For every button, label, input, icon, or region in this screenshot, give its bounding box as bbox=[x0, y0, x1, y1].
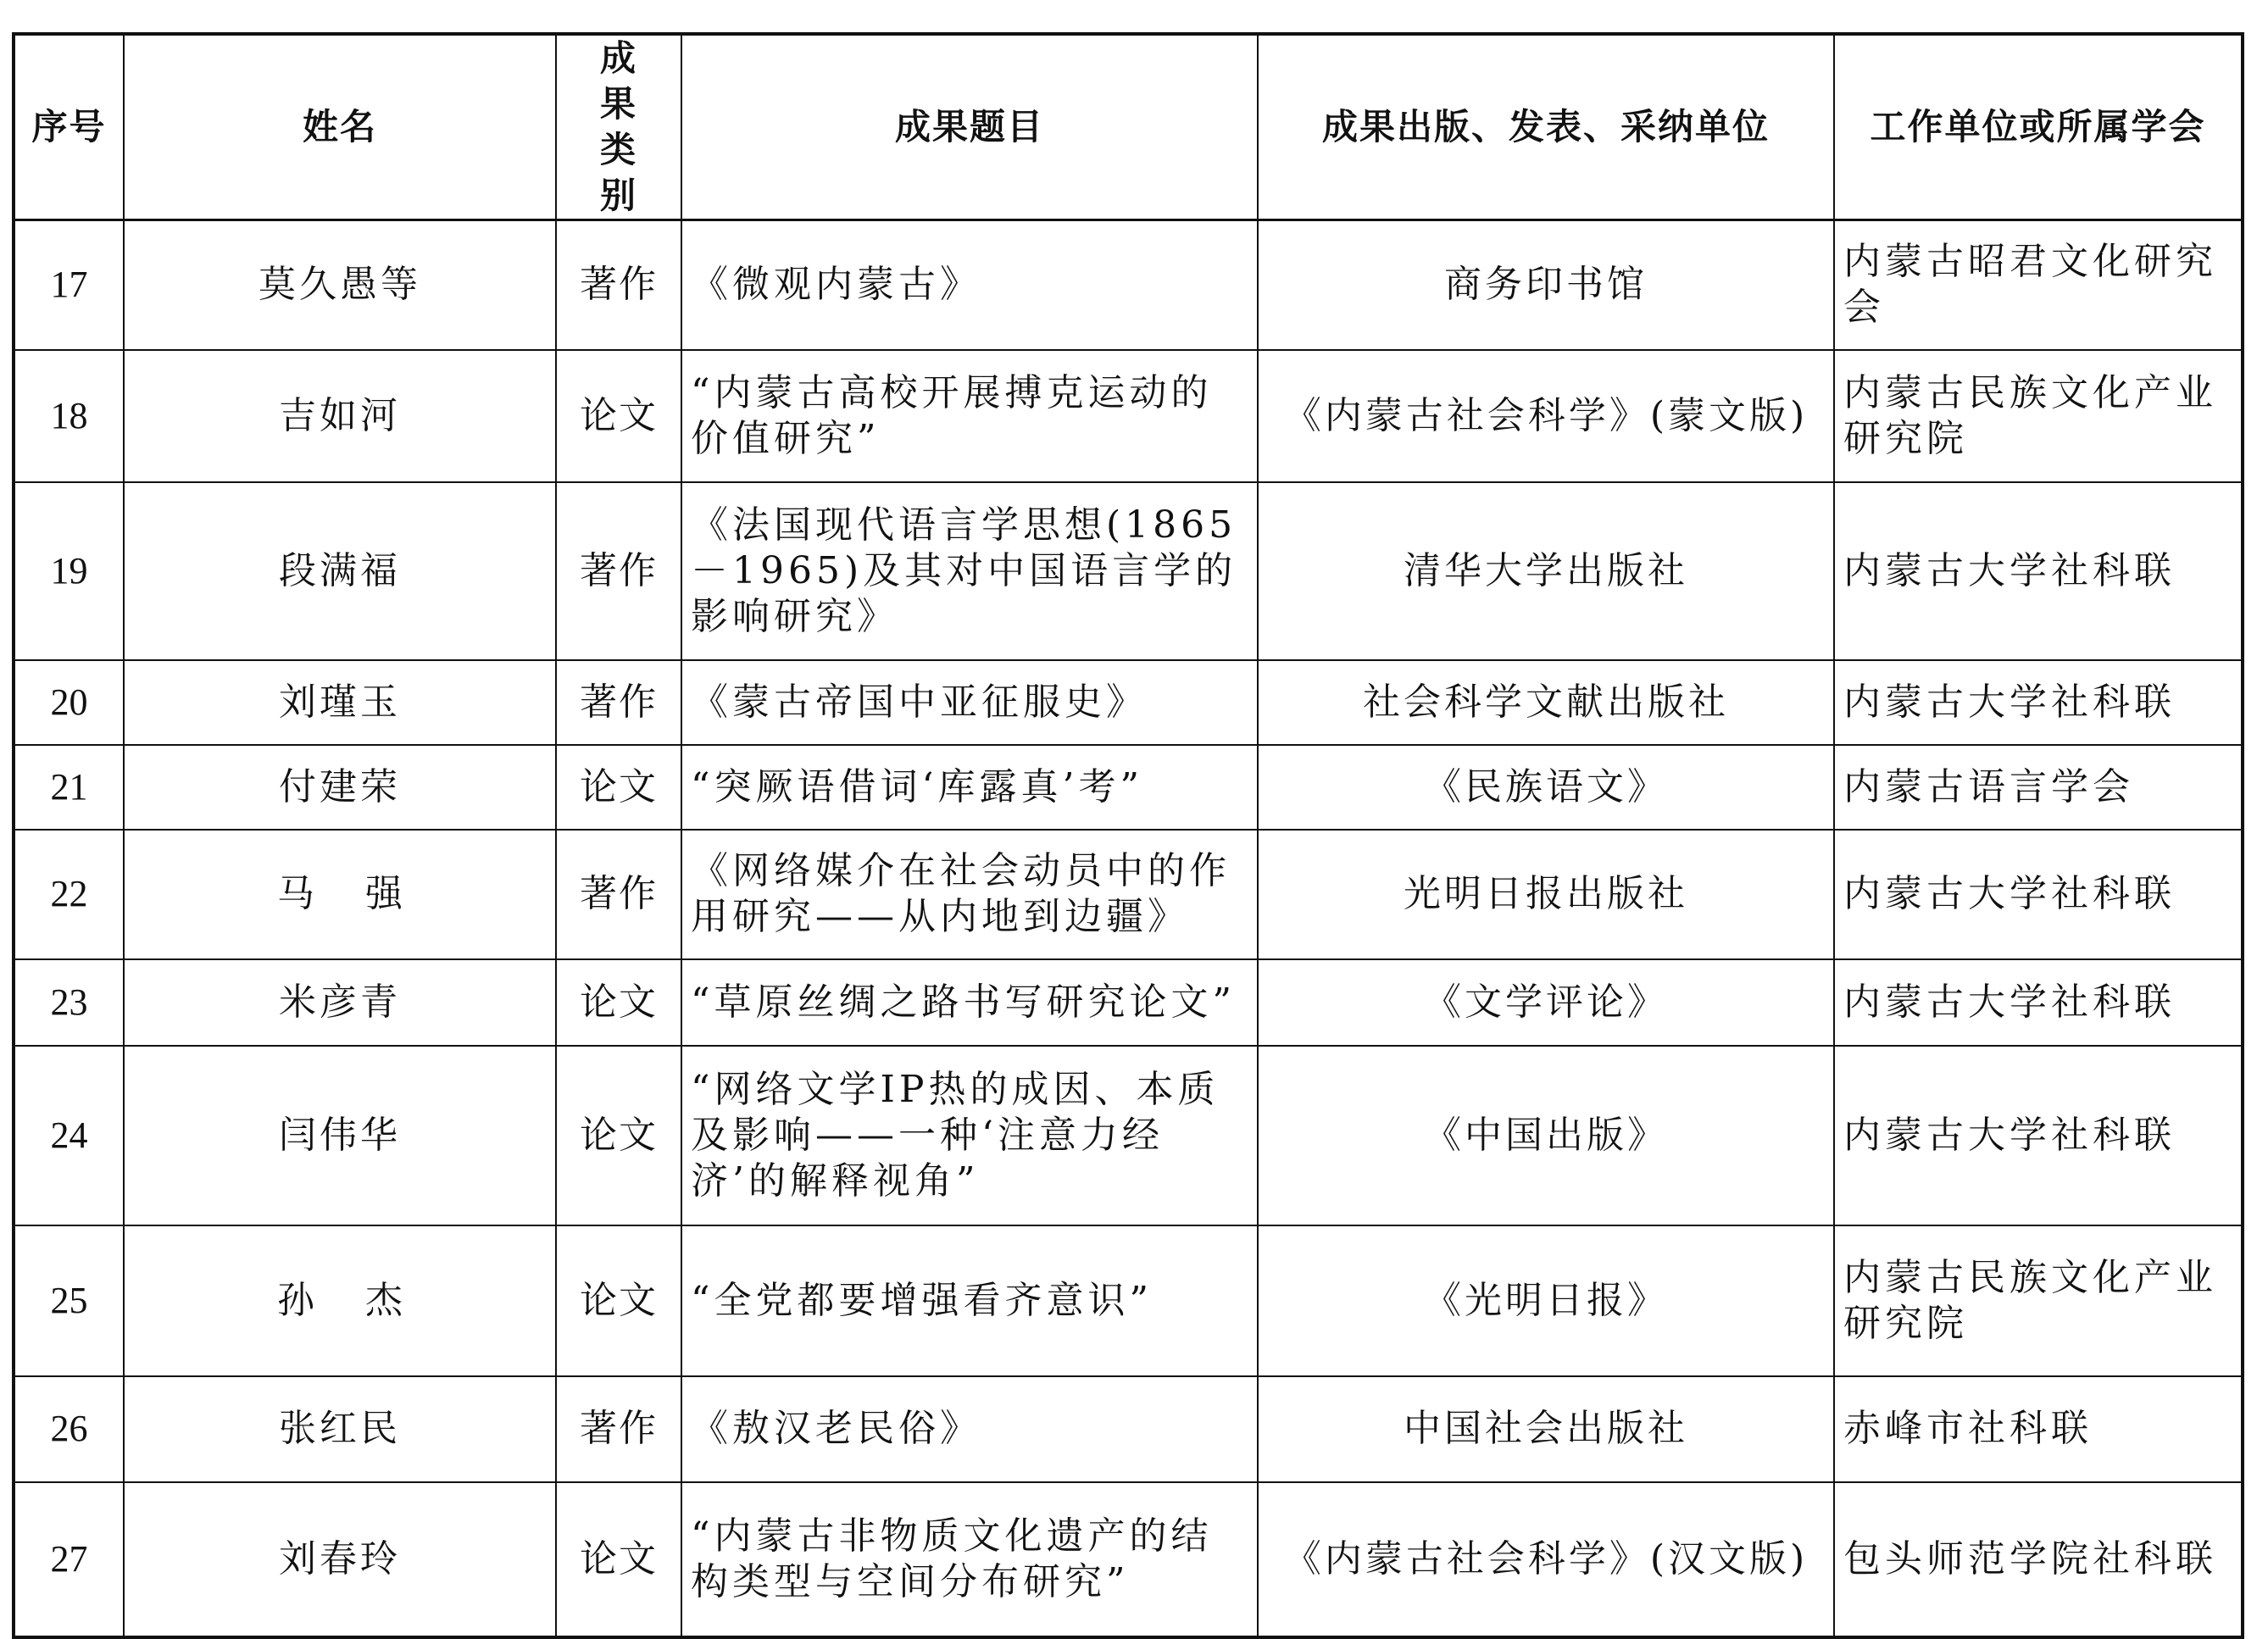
row-title: 《网络媒介在社会动员中的作用研究——从内地到边疆》 bbox=[681, 830, 1258, 959]
row-publisher: 《中国出版》 bbox=[1258, 1046, 1834, 1225]
row-type: 论文 bbox=[556, 959, 681, 1046]
row-name: 刘春玲 bbox=[124, 1482, 556, 1637]
row-name: 莫久愚等 bbox=[124, 220, 556, 350]
row-no: 18 bbox=[14, 350, 124, 482]
row-name: 张红民 bbox=[124, 1376, 556, 1482]
row-no: 22 bbox=[14, 830, 124, 959]
row-type: 论文 bbox=[556, 1225, 681, 1376]
row-type: 著作 bbox=[556, 220, 681, 350]
row-name: 米彦青 bbox=[124, 959, 556, 1046]
row-name: 闫伟华 bbox=[124, 1046, 556, 1225]
row-type: 论文 bbox=[556, 1482, 681, 1637]
table-row bbox=[14, 1225, 2243, 1376]
row-name: 段满福 bbox=[124, 482, 556, 660]
row-no: 21 bbox=[14, 745, 124, 830]
row-type: 著作 bbox=[556, 830, 681, 959]
row-title: “内蒙古高校开展搏克运动的价值研究” bbox=[681, 350, 1258, 482]
results-table bbox=[12, 32, 2244, 1639]
row-no: 19 bbox=[14, 482, 124, 660]
row-title: “网络文学IP热的成因、本质及影响——一种‘注意力经济’的解释视角” bbox=[681, 1046, 1258, 1225]
header-title: 成果题目 bbox=[681, 34, 1258, 220]
row-name: 付建荣 bbox=[124, 745, 556, 830]
row-title: “突厥语借词‘库露真’考” bbox=[681, 745, 1258, 830]
header-unit: 工作单位或所属学会 bbox=[1834, 34, 2243, 220]
row-publisher: 社会科学文献出版社 bbox=[1258, 660, 1834, 745]
row-unit: 内蒙古昭君文化研究会 bbox=[1834, 220, 2243, 350]
row-publisher: 清华大学出版社 bbox=[1258, 482, 1834, 660]
row-publisher: 《内蒙古社会科学》(蒙文版) bbox=[1258, 350, 1834, 482]
row-unit: 内蒙古大学社科联 bbox=[1834, 830, 2243, 959]
table-row bbox=[14, 1046, 2243, 1225]
row-type: 论文 bbox=[556, 1046, 681, 1225]
row-type: 著作 bbox=[556, 1376, 681, 1482]
row-name: 刘瑾玉 bbox=[124, 660, 556, 745]
row-unit: 赤峰市社科联 bbox=[1834, 1376, 2243, 1482]
row-type: 著作 bbox=[556, 482, 681, 660]
row-unit: 内蒙古大学社科联 bbox=[1834, 482, 2243, 660]
row-name: 马强 bbox=[124, 830, 556, 959]
table-row bbox=[14, 1376, 2243, 1482]
row-name: 孙杰 bbox=[124, 1225, 556, 1376]
row-title: 《法国现代语言学思想(1865－1965)及其对中国语言学的影响研究》 bbox=[681, 482, 1258, 660]
table-row bbox=[14, 745, 2243, 830]
row-title: 《微观内蒙古》 bbox=[681, 220, 1258, 350]
row-publisher: 《文学评论》 bbox=[1258, 959, 1834, 1046]
row-no: 20 bbox=[14, 660, 124, 745]
row-title: “内蒙古非物质文化遗产的结构类型与空间分布研究” bbox=[681, 1482, 1258, 1637]
row-publisher: 《光明日报》 bbox=[1258, 1225, 1834, 1376]
row-no: 17 bbox=[14, 220, 124, 350]
row-title: 《敖汉老民俗》 bbox=[681, 1376, 1258, 1482]
row-type: 论文 bbox=[556, 350, 681, 482]
row-unit: 内蒙古民族文化产业研究院 bbox=[1834, 1225, 2243, 1376]
header-type-text: 成果类别 bbox=[599, 37, 637, 216]
table-row bbox=[14, 959, 2243, 1046]
row-publisher: 商务印书馆 bbox=[1258, 220, 1834, 350]
results-table-page bbox=[12, 32, 2241, 1639]
row-name: 吉如河 bbox=[124, 350, 556, 482]
table-row bbox=[14, 350, 2243, 482]
row-unit: 内蒙古大学社科联 bbox=[1834, 959, 2243, 1046]
row-title: “全党都要增强看齐意识” bbox=[681, 1225, 1258, 1376]
row-unit: 内蒙古大学社科联 bbox=[1834, 660, 2243, 745]
row-type: 著作 bbox=[556, 660, 681, 745]
row-publisher: 《民族语文》 bbox=[1258, 745, 1834, 830]
header-no: 序号 bbox=[14, 34, 124, 220]
row-title: 《蒙古帝国中亚征服史》 bbox=[681, 660, 1258, 745]
row-publisher: 光明日报出版社 bbox=[1258, 830, 1834, 959]
row-no: 27 bbox=[14, 1482, 124, 1637]
table-row bbox=[14, 482, 2243, 660]
row-no: 25 bbox=[14, 1225, 124, 1376]
table-row bbox=[14, 220, 2243, 350]
row-unit: 内蒙古大学社科联 bbox=[1834, 1046, 2243, 1225]
header-type bbox=[556, 34, 681, 220]
row-type: 论文 bbox=[556, 745, 681, 830]
row-unit: 内蒙古民族文化产业研究院 bbox=[1834, 350, 2243, 482]
row-publisher: 《内蒙古社会科学》(汉文版) bbox=[1258, 1482, 1834, 1637]
table-header-row bbox=[14, 34, 2243, 220]
table-row bbox=[14, 1482, 2243, 1637]
table-row bbox=[14, 660, 2243, 745]
row-unit: 内蒙古语言学会 bbox=[1834, 745, 2243, 830]
table-row bbox=[14, 830, 2243, 959]
header-publisher: 成果出版、发表、采纳单位 bbox=[1258, 34, 1834, 220]
row-title: “草原丝绸之路书写研究论文” bbox=[681, 959, 1258, 1046]
row-publisher: 中国社会出版社 bbox=[1258, 1376, 1834, 1482]
header-name: 姓名 bbox=[124, 34, 556, 220]
row-no: 23 bbox=[14, 959, 124, 1046]
row-no: 24 bbox=[14, 1046, 124, 1225]
row-unit: 包头师范学院社科联 bbox=[1834, 1482, 2243, 1637]
row-no: 26 bbox=[14, 1376, 124, 1482]
